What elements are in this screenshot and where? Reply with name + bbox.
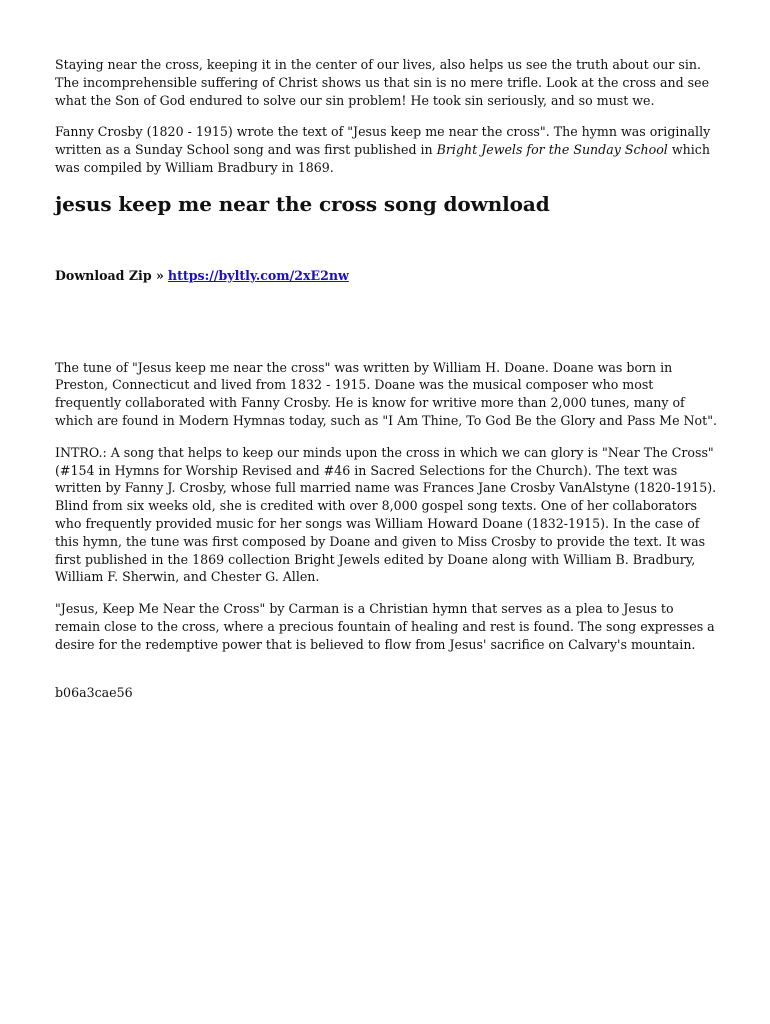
- crosby-book-title: Bright Jewels for the Sunday School: [436, 142, 668, 158]
- doane-paragraph: The tune of "Jesus keep me near the cross" was written by William H. Doane. Doane was born in Preston, Connecticut and lived from 1832 - 1915. Doane was the musical composer who most frequently collaborated with Fanny Crosby. He is know for writive more than 2,000 tunes, many of which are found in Modern Hymnas today, such as "I Am Thine, To God Be the Glory and Pass Me Not".: [55, 359, 717, 428]
- download-link[interactable]: https://byltly.com/2xE2nw: [167, 267, 349, 283]
- carman-paragraph: "Jesus, Keep Me Near the Cross" by Carman is a Christian hymn that serves as a plea to Jesus to remain close to the cross, where a precious fountain of healing and rest is found. The song expresses a desire for the redemptive power that is believed to flow from Jesus' sacrifice on Calvary's mountain.: [55, 601, 715, 652]
- crosby-text-after: which was compiled by William Bradbury in 1869.: [55, 142, 710, 175]
- download-line: [55, 267, 720, 285]
- crosby-paragraph: [55, 123, 720, 176]
- download-label: Download Zip »: [55, 267, 164, 283]
- footer-code: b06a3cae56: [55, 684, 133, 700]
- intro-paragraph: Staying near the cross, keeping it in the center of our lives, also helps us see the truth about our sin. The incomprehensible suffering of Christ shows us that sin is no mere trifle. Look at the cross and see what the Son of God endured to solve our sin problem! He took sin seriously, and so must we.: [55, 57, 710, 108]
- page-heading: jesus keep me near the cross song download: [55, 191, 550, 216]
- document-page: [55, 56, 720, 701]
- intro-song-paragraph: INTRO.: A song that helps to keep our minds upon the cross in which we can glory is "Near The Cross" (#154 in Hymns for Worship Revised and #46 in Sacred Selections for the Church). The text was written by Fanny J. Crosby, whose full married name was Frances Jane Crosby VanAlstyne (1820-1915). Blind from six weeks old, she is credited with over 8,000 gospel song texts. One of her collaborators who frequently provided music for her songs was William Howard Doane (1832-1915). In the case of this hymn, the tune was first composed by Doane and given to Miss Crosby to provide the text. It was first published in the 1869 collection Bright Jewels edited by Doane along with William B. Bradbury, William F. Sherwin, and Chester G. Allen.: [55, 444, 717, 585]
- crosby-text-before: Fanny Crosby (1820 - 1915) wrote the text of "Jesus keep me near the cross". The hymn was originally written as a Sunday School song and was first published in: [55, 124, 711, 158]
